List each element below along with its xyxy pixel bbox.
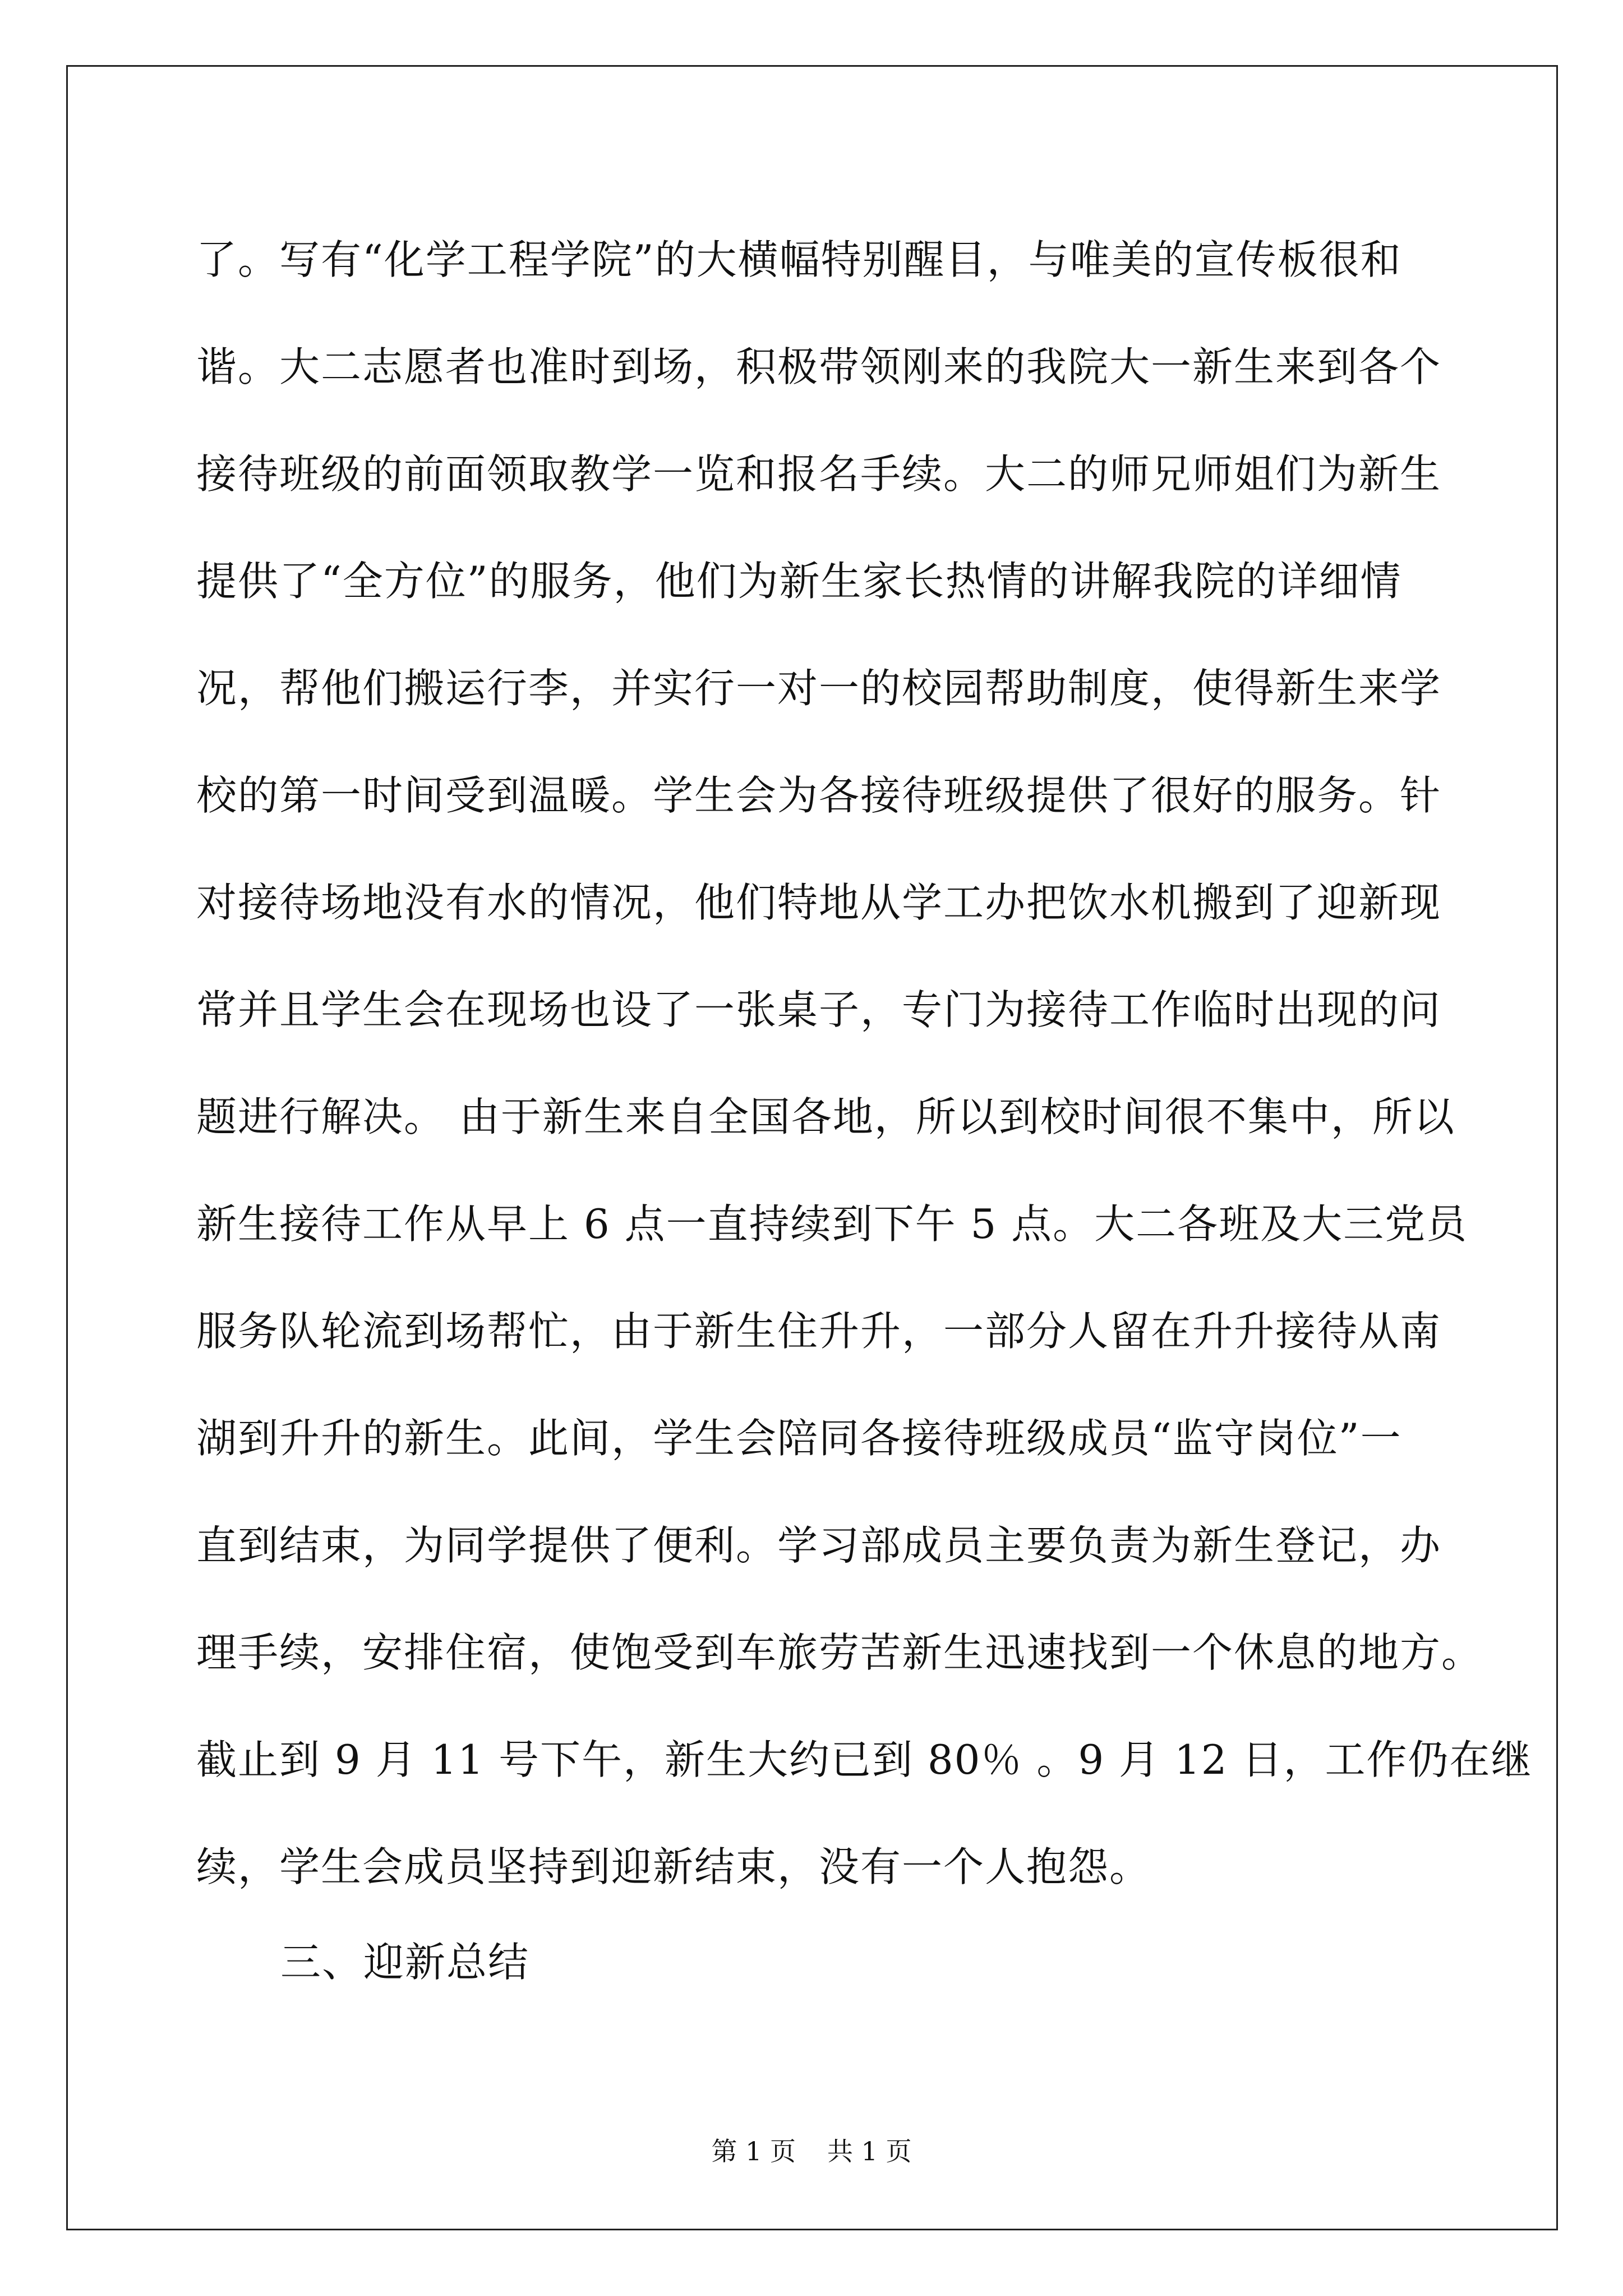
text-line: 况，帮他们搬运行李，并实行一对一的校园帮助制度，使得新生来学 [196,665,1442,712]
text-line: 截止到 9 月 11 号下午，新生大约已到 80％ 。9 月 12 日，工作仍在继 [196,1736,1533,1783]
section-heading: 三、迎新总结 [280,1939,530,1986]
text-line: 湖到升升的新生。此间，学生会陪同各接待班级成员“监守岗位”一 [196,1415,1402,1462]
text-line: 服务队轮流到场帮忙，由于新生住升升，一部分人留在升升接待从南 [196,1308,1442,1355]
page-footer [0,2134,1623,2168]
page-total: 共 1 页 [827,2136,912,2166]
page-number: 第 1 页 [711,2136,796,2166]
text-line: 理手续，安排住宿，使饱受到车旅劳苦新生迅速找到一个休息的地方。 [196,1629,1483,1676]
text-line: 谐。大二志愿者也准时到场，积极带领刚来的我院大一新生来到各个 [196,343,1442,390]
text-line: 题进行解决。 由于新生来自全国各地，所以到校时间很不集中，所以 [196,1093,1455,1140]
text-line: 提供了“全方位”的服务，他们为新生家长热情的讲解我院的详细情 [196,558,1402,605]
text-line: 接待班级的前面领取教学一览和报名手续。大二的师兄师姐们为新生 [196,450,1442,498]
text-line: 校的第一时间受到温暖。学生会为各接待班级提供了很好的服务。针 [196,772,1442,819]
body-paragraph [196,206,1533,1921]
text-line: 新生接待工作从早上 6 点一直持续到下午 5 点。大二各班及大三党员 [196,1200,1468,1248]
text-line: 续，学生会成员坚持到迎新结束，没有一个人抱怨。 [196,1843,1151,1890]
text-line: 对接待场地没有水的情况，他们特地从学工办把饮水机搬到了迎新现 [196,879,1442,926]
text-line: 常并且学生会在现场也设了一张桌子，专门为接待工作临时出现的问 [196,986,1442,1033]
text-line: 直到结束，为同学提供了便利。学习部成员主要负责为新生登记，办 [196,1522,1442,1569]
text-line: 了。写有“化学工程学院”的大横幅特别醒目，与唯美的宣传板很和 [196,236,1402,283]
